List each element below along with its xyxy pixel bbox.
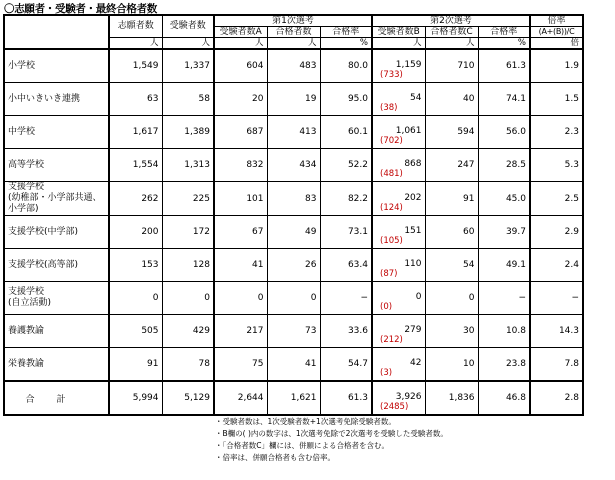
r2-examinees-cell [372, 348, 425, 382]
r1-rate-cell: 95.0 [320, 83, 372, 116]
table-row [4, 116, 583, 149]
r1-rate-cell: 80.0 [320, 49, 372, 83]
r1-examinees-cell: 75 [214, 348, 267, 382]
page-title: 〇志願者・受験者・最終合格者数 [4, 3, 157, 15]
ratio-cell: 1.5 [530, 83, 583, 116]
r1-passed-cell: 1,621 [267, 381, 320, 415]
r1-examinees-cell: 101 [214, 182, 267, 216]
r1-passed-cell: 73 [267, 315, 320, 348]
r2-examinees-wrap [376, 348, 422, 380]
examinees-cell: 5,129 [162, 381, 214, 415]
r1-passed-cell: 26 [267, 249, 320, 282]
footnote: ・B欄の( )内の数字は、1次選考免除で2次選考を受験した受験者数。 [215, 429, 448, 438]
ratio-cell: 2.9 [530, 216, 583, 249]
applicants-cell: 1,617 [109, 116, 162, 149]
table-row [4, 282, 583, 315]
r2-examinees-wrap [376, 216, 422, 248]
r2-examinees-cell [372, 381, 425, 415]
category-header [4, 15, 109, 49]
applicants-cell: 505 [109, 315, 162, 348]
ratio-cell: 2.8 [530, 381, 583, 415]
applicants-cell: 63 [109, 83, 162, 116]
category-cell: 支援学校 (幼稚部・小学部共通、 小学部) [4, 182, 109, 216]
r2-examinees-cell [372, 149, 425, 182]
r2-rate-cell: 61.3 [478, 49, 530, 83]
r2-examinees-value: 110 [404, 259, 422, 269]
applicants-cell: 0 [109, 282, 162, 315]
ratio-cell: 1.9 [530, 49, 583, 83]
r2-exempt-count: (702) [380, 136, 403, 146]
r2-passed-cell: 710 [425, 49, 478, 83]
r1-passed-cell: 83 [267, 182, 320, 216]
r2-exempt-count: (2485) [380, 402, 409, 412]
applicants-cell: 153 [109, 249, 162, 282]
applicants-cell: 200 [109, 216, 162, 249]
r2-examinees-cell [372, 315, 425, 348]
r2-exempt-count: (212) [380, 335, 403, 345]
footnote: ・倍率は、併願合格者も含む倍率。 [215, 453, 335, 462]
table-row [4, 182, 583, 216]
examinees-cell: 1,337 [162, 49, 214, 83]
ratio-cell: 2.4 [530, 249, 583, 282]
r2-rate-cell: 46.8 [478, 381, 530, 415]
r2-examinees-value: 151 [404, 226, 422, 236]
r2-examinees-cell [372, 49, 425, 83]
r2-exempt-count: (124) [380, 202, 403, 213]
unit-cell: % [320, 38, 372, 50]
ratio-formula: (A+(B))/C [530, 27, 583, 38]
r2-examinees-wrap [376, 315, 422, 347]
r1-rate-cell: 73.1 [320, 216, 372, 249]
r2-examinees-value: 0 [415, 292, 422, 302]
category-cell: 支援学校 (自立活動) [4, 282, 109, 315]
r1-passed-cell: 434 [267, 149, 320, 182]
r2-passed-cell: 0 [425, 282, 478, 315]
r1-rate-cell: − [320, 282, 372, 315]
r2-passed-cell: 54 [425, 249, 478, 282]
r2-examinees-cell [372, 249, 425, 282]
applicants-cell: 91 [109, 348, 162, 382]
r2-rate-cell: 39.7 [478, 216, 530, 249]
r2-passed-cell: 30 [425, 315, 478, 348]
unit-cell: 倍 [530, 38, 583, 50]
examinees-header: 受験者数 [162, 15, 214, 38]
examinees-cell: 78 [162, 348, 214, 382]
r2-exempt-count: (3) [380, 368, 393, 378]
ratio-cell: − [530, 282, 583, 315]
r1-rate-cell: 33.6 [320, 315, 372, 348]
applicants-cell: 262 [109, 182, 162, 216]
category-cell: 栄養教諭 [4, 348, 109, 382]
unit-cell: % [478, 38, 530, 50]
table-body [4, 49, 583, 415]
r2-exempt-count: (38) [380, 103, 398, 113]
table-row [4, 216, 583, 249]
r2-examinees-cell [372, 116, 425, 149]
r2-exempt-count: (87) [380, 269, 398, 279]
r1-passed-cell: 483 [267, 49, 320, 83]
r2-passed-header: 合格者数C [425, 27, 478, 38]
round1-header: 第1次選考 [214, 15, 372, 27]
ratio-cell: 2.5 [530, 182, 583, 216]
r2-passed-cell: 594 [425, 116, 478, 149]
examinees-cell: 172 [162, 216, 214, 249]
r1-examinees-header: 受験者数A [214, 27, 267, 38]
r2-examinees-wrap [376, 50, 422, 82]
round2-header: 第2次選考 [372, 15, 530, 27]
unit-cell: 人 [267, 38, 320, 50]
r1-examinees-cell: 217 [214, 315, 267, 348]
r1-rate-cell: 52.2 [320, 149, 372, 182]
examinees-cell: 429 [162, 315, 214, 348]
unit-cell: 人 [425, 38, 478, 50]
r1-examinees-cell: 2,644 [214, 381, 267, 415]
r1-examinees-cell: 67 [214, 216, 267, 249]
r2-examinees-wrap [376, 382, 422, 414]
footnote: ・「合格者数C」欄には、併願による合格者を含む。 [215, 441, 389, 450]
r2-examinees-wrap [376, 183, 422, 215]
r2-passed-cell: 60 [425, 216, 478, 249]
category-cell: 小学校 [4, 49, 109, 83]
category-cell: 支援学校(中学部) [4, 216, 109, 249]
ratio-cell: 7.8 [530, 348, 583, 382]
r2-rate-cell: 28.5 [478, 149, 530, 182]
category-cell: 養護教諭 [4, 315, 109, 348]
applicants-cell: 1,554 [109, 149, 162, 182]
r2-rate-cell: 45.0 [478, 182, 530, 216]
examinees-cell: 1,313 [162, 149, 214, 182]
table-row [4, 315, 583, 348]
r2-examinees-value: 42 [410, 358, 422, 368]
table-row [4, 49, 583, 83]
r1-passed-cell: 413 [267, 116, 320, 149]
r2-rate-header: 合格率 [478, 27, 530, 38]
category-cell: 小中いきいき連携 [4, 83, 109, 116]
footnotes [215, 416, 448, 464]
r2-examinees-cell [372, 282, 425, 315]
r2-passed-cell: 247 [425, 149, 478, 182]
ratio-cell: 2.3 [530, 116, 583, 149]
table-row [4, 149, 583, 182]
r1-rate-cell: 63.4 [320, 249, 372, 282]
table-row [4, 249, 583, 282]
r2-examinees-value: 1,159 [395, 60, 422, 70]
r2-passed-cell: 1,836 [425, 381, 478, 415]
total-label: 合計 [4, 381, 109, 415]
r1-passed-cell: 19 [267, 83, 320, 116]
r2-examinees-value: 202 [404, 192, 422, 203]
r1-rate-cell: 82.2 [320, 182, 372, 216]
table-row [4, 83, 583, 116]
r1-passed-header: 合格者数 [267, 27, 320, 38]
examinees-cell: 225 [162, 182, 214, 216]
unit-cell: 人 [372, 38, 425, 50]
r2-exempt-count: (481) [380, 169, 403, 179]
r1-passed-cell: 41 [267, 348, 320, 382]
r2-examinees-wrap [376, 149, 422, 181]
r2-rate-cell: 56.0 [478, 116, 530, 149]
statistics-table [3, 14, 584, 416]
footnote: ・受験者数は、1次受験者数+1次選考免除受験者数。 [215, 417, 396, 426]
r2-examinees-value: 3,926 [395, 392, 422, 402]
r2-exempt-count: (733) [380, 70, 403, 80]
r1-examinees-cell: 41 [214, 249, 267, 282]
r2-examinees-value: 54 [410, 93, 422, 103]
r2-examinees-value: 279 [404, 325, 422, 335]
ratio-header: 倍率 [530, 15, 583, 27]
r1-rate-cell: 60.1 [320, 116, 372, 149]
table-row [4, 348, 583, 382]
examinees-cell: 1,389 [162, 116, 214, 149]
applicants-cell: 5,994 [109, 381, 162, 415]
examinees-cell: 0 [162, 282, 214, 315]
r2-rate-cell: 74.1 [478, 83, 530, 116]
r1-examinees-cell: 832 [214, 149, 267, 182]
unit-cell: 人 [214, 38, 267, 50]
r1-passed-cell: 0 [267, 282, 320, 315]
r2-examinees-cell [372, 182, 425, 216]
unit-cell: 人 [109, 38, 162, 50]
r2-rate-cell: 10.8 [478, 315, 530, 348]
applicants-cell: 1,549 [109, 49, 162, 83]
r1-rate-cell: 61.3 [320, 381, 372, 415]
r2-rate-cell: 49.1 [478, 249, 530, 282]
r2-exempt-count: (0) [380, 302, 393, 312]
r2-passed-cell: 91 [425, 182, 478, 216]
r1-examinees-cell: 604 [214, 49, 267, 83]
examinees-cell: 58 [162, 83, 214, 116]
r2-examinees-wrap [376, 282, 422, 314]
r1-rate-cell: 54.7 [320, 348, 372, 382]
r2-examinees-cell [372, 216, 425, 249]
r1-examinees-cell: 20 [214, 83, 267, 116]
total-row [4, 381, 583, 415]
r2-rate-cell: 23.8 [478, 348, 530, 382]
category-cell: 中学校 [4, 116, 109, 149]
r2-examinees-cell [372, 83, 425, 116]
r2-examinees-wrap [376, 83, 422, 115]
category-cell: 高等学校 [4, 149, 109, 182]
r1-rate-header: 合格率 [320, 27, 372, 38]
r2-examinees-wrap [376, 116, 422, 148]
unit-cell: 人 [162, 38, 214, 50]
r2-examinees-header: 受験者数B [372, 27, 425, 38]
r1-examinees-cell: 687 [214, 116, 267, 149]
applicants-header: 志願者数 [109, 15, 162, 38]
ratio-cell: 14.3 [530, 315, 583, 348]
r2-rate-cell: − [478, 282, 530, 315]
r2-examinees-value: 868 [404, 159, 422, 169]
examinees-cell: 128 [162, 249, 214, 282]
r1-examinees-cell: 0 [214, 282, 267, 315]
r2-passed-cell: 10 [425, 348, 478, 382]
ratio-cell: 5.3 [530, 149, 583, 182]
r2-exempt-count: (105) [380, 236, 403, 246]
r2-examinees-value: 1,061 [395, 126, 422, 136]
r2-passed-cell: 40 [425, 83, 478, 116]
r1-passed-cell: 49 [267, 216, 320, 249]
r2-examinees-wrap [376, 249, 422, 281]
category-cell: 支援学校(高等部) [4, 249, 109, 282]
